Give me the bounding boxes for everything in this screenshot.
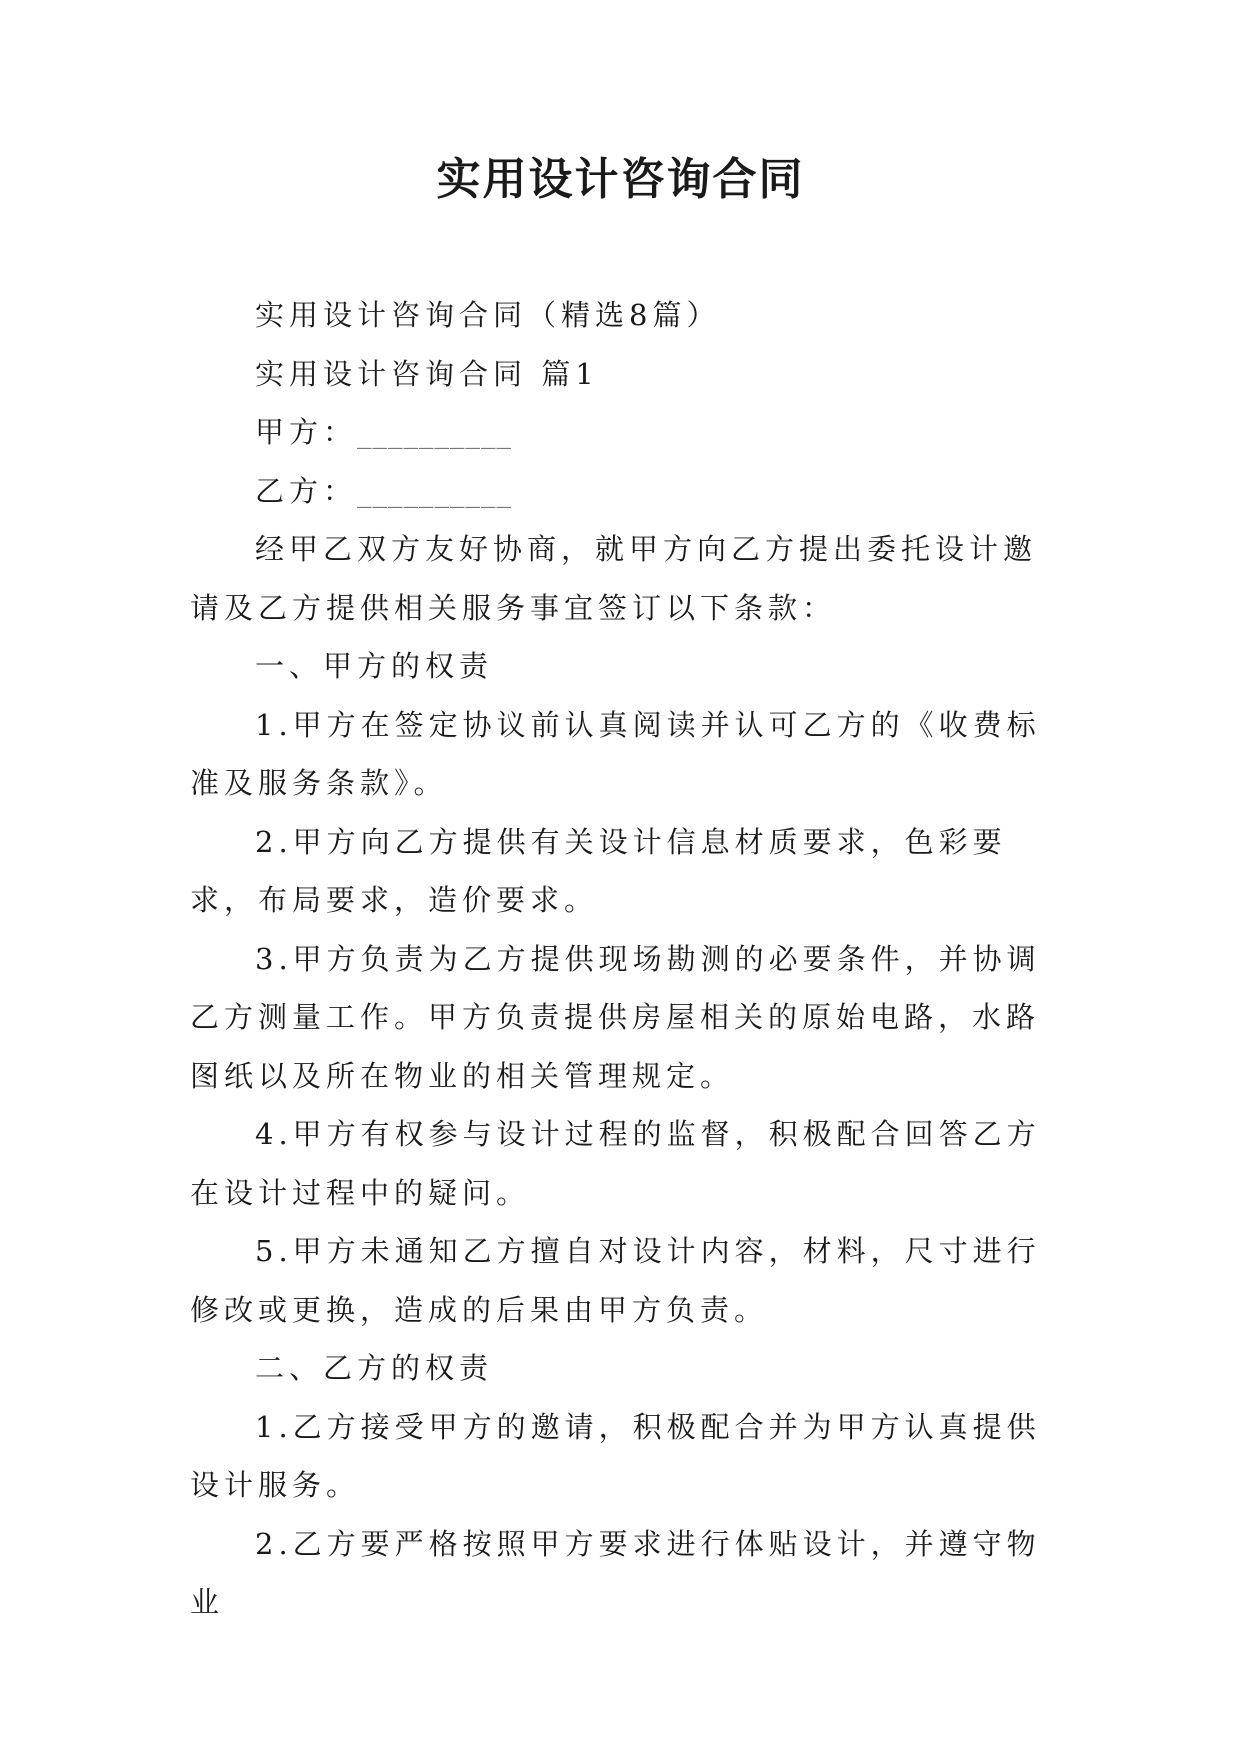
part2-item: 1.乙方接受甲方的邀请，积极配合并为甲方认真提供设计服务。: [190, 1409, 1041, 1502]
part1-item: 1.甲方在签定协议前认真阅读并认可乙方的《收费标准及服务条款》。: [190, 707, 1041, 800]
part1-item: 3.甲方负责为乙方提供现场勘测的必要条件，并协调乙方测量工作。甲方负责提供房屋相关的原始电路，水路图纸以及所在物业的相关管理规定。: [190, 941, 1041, 1093]
party-b-blank: __________: [357, 473, 513, 508]
party-b-label: 乙方：: [255, 473, 358, 508]
part2-heading: 二、乙方的权责: [255, 1351, 494, 1385]
party-a-label: 甲方：: [255, 415, 358, 449]
document-body: [190, 286, 1060, 1632]
part2-item: 2.乙方要严格按照甲方要求进行体贴设计，并遵守物业: [190, 1526, 1041, 1619]
part1-heading: 一、甲方的权责: [255, 649, 494, 683]
party-a-line: [190, 403, 1060, 462]
party-a-blank: __________: [357, 415, 513, 449]
section-heading: 实用设计咨询合同 篇1: [255, 356, 599, 391]
party-b-line: [190, 462, 1060, 521]
part1-item: 2.甲方向乙方提供有关设计信息材质要求，色彩要求，布局要求，造价要求。: [190, 824, 1007, 917]
part1-item: 5.甲方未通知乙方擅自对设计内容，材料，尺寸进行修改或更换，造成的后果由甲方负责。: [190, 1234, 1041, 1327]
document-title: 实用设计咨询合同: [436, 154, 805, 205]
intro-paragraph: 经甲乙双方友好协商，就甲方向乙方提出委托设计邀请及乙方提供相关服务事宜签订以下条款：: [190, 532, 1038, 625]
subtitle: 实用设计咨询合同（精选8篇）: [255, 298, 721, 332]
part1-item: 4.甲方有权参与设计过程的监督，积极配合回答乙方在设计过程中的疑问。: [190, 1117, 1041, 1210]
